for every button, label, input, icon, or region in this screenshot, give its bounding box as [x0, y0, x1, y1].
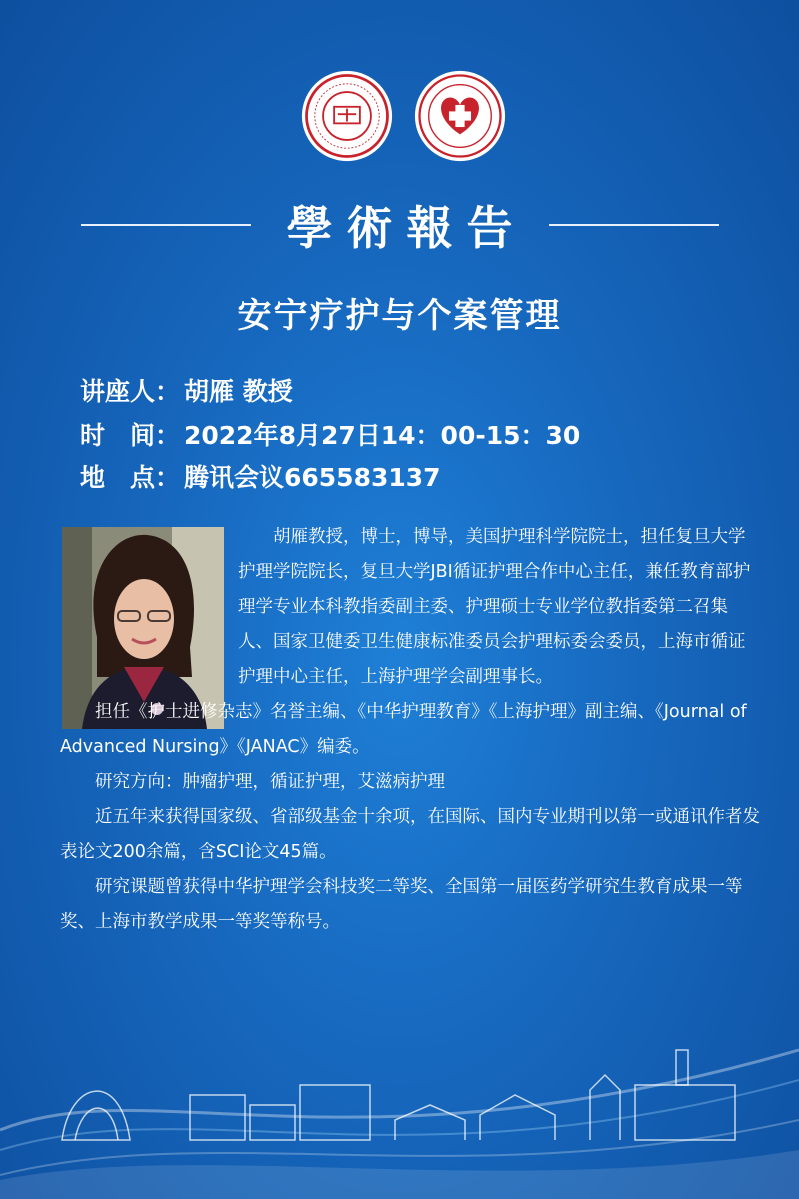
- bio-paragraph: 胡雁教授，博士，博导，美国护理科学院院士，担任复旦大学护理学院院长，复旦大学JBI循证护理合作中心主任，兼任教育部护理学专业本科教指委副主委、护理硕士专业学位教指委第二召集人、国家卫健委卫生健康标准委员会护理标委会委员，上海市循证护理中心主任，上海护理学会副理事长。: [238, 527, 751, 687]
- time-row: [80, 416, 580, 452]
- bio-paragraph: 研究方向：肿瘤护理，循证护理，艾滋病护理: [95, 772, 445, 792]
- soochow-university-logo-icon: [301, 70, 393, 162]
- divider-right: [549, 224, 719, 226]
- header-title: [0, 195, 799, 255]
- page-title: 學術報告: [286, 201, 527, 255]
- place-value: 腾讯会议665583137: [184, 463, 441, 492]
- speaker-label: 讲座人：: [80, 377, 181, 406]
- place-label: 地 点：: [80, 463, 181, 492]
- lecture-subject: 安宁疗护与个案管理: [237, 296, 562, 336]
- speaker-bio: [60, 520, 760, 940]
- divider-left: [81, 224, 251, 226]
- bio-paragraph: 担任《护士进修杂志》名誉主编、《中华护理教育》《上海护理》副主编、《Journal of Advanced Nursing》《JANAC》编委。: [60, 702, 747, 757]
- bio-paragraph: 研究课题曾获得中华护理学会科技奖二等奖、全国第一届医药学研究生教育成果一等奖、上海市教学成果一等奖等称号。: [60, 877, 743, 932]
- time-label: 时 间：: [80, 421, 181, 450]
- place-row: [80, 458, 441, 494]
- speaker-value: 胡雁 教授: [184, 377, 293, 406]
- time-value: 2022年8月27日14：00-15：30: [184, 421, 581, 450]
- campus-skyline-decoration: [0, 1010, 799, 1199]
- speaker-row: [80, 372, 293, 408]
- nursing-school-logo-icon: [414, 70, 506, 162]
- bio-paragraph: 近五年来获得国家级、省部级基金十余项，在国际、国内专业期刊以第一或通讯作者发表论文200余篇，含SCI论文45篇。: [60, 807, 760, 862]
